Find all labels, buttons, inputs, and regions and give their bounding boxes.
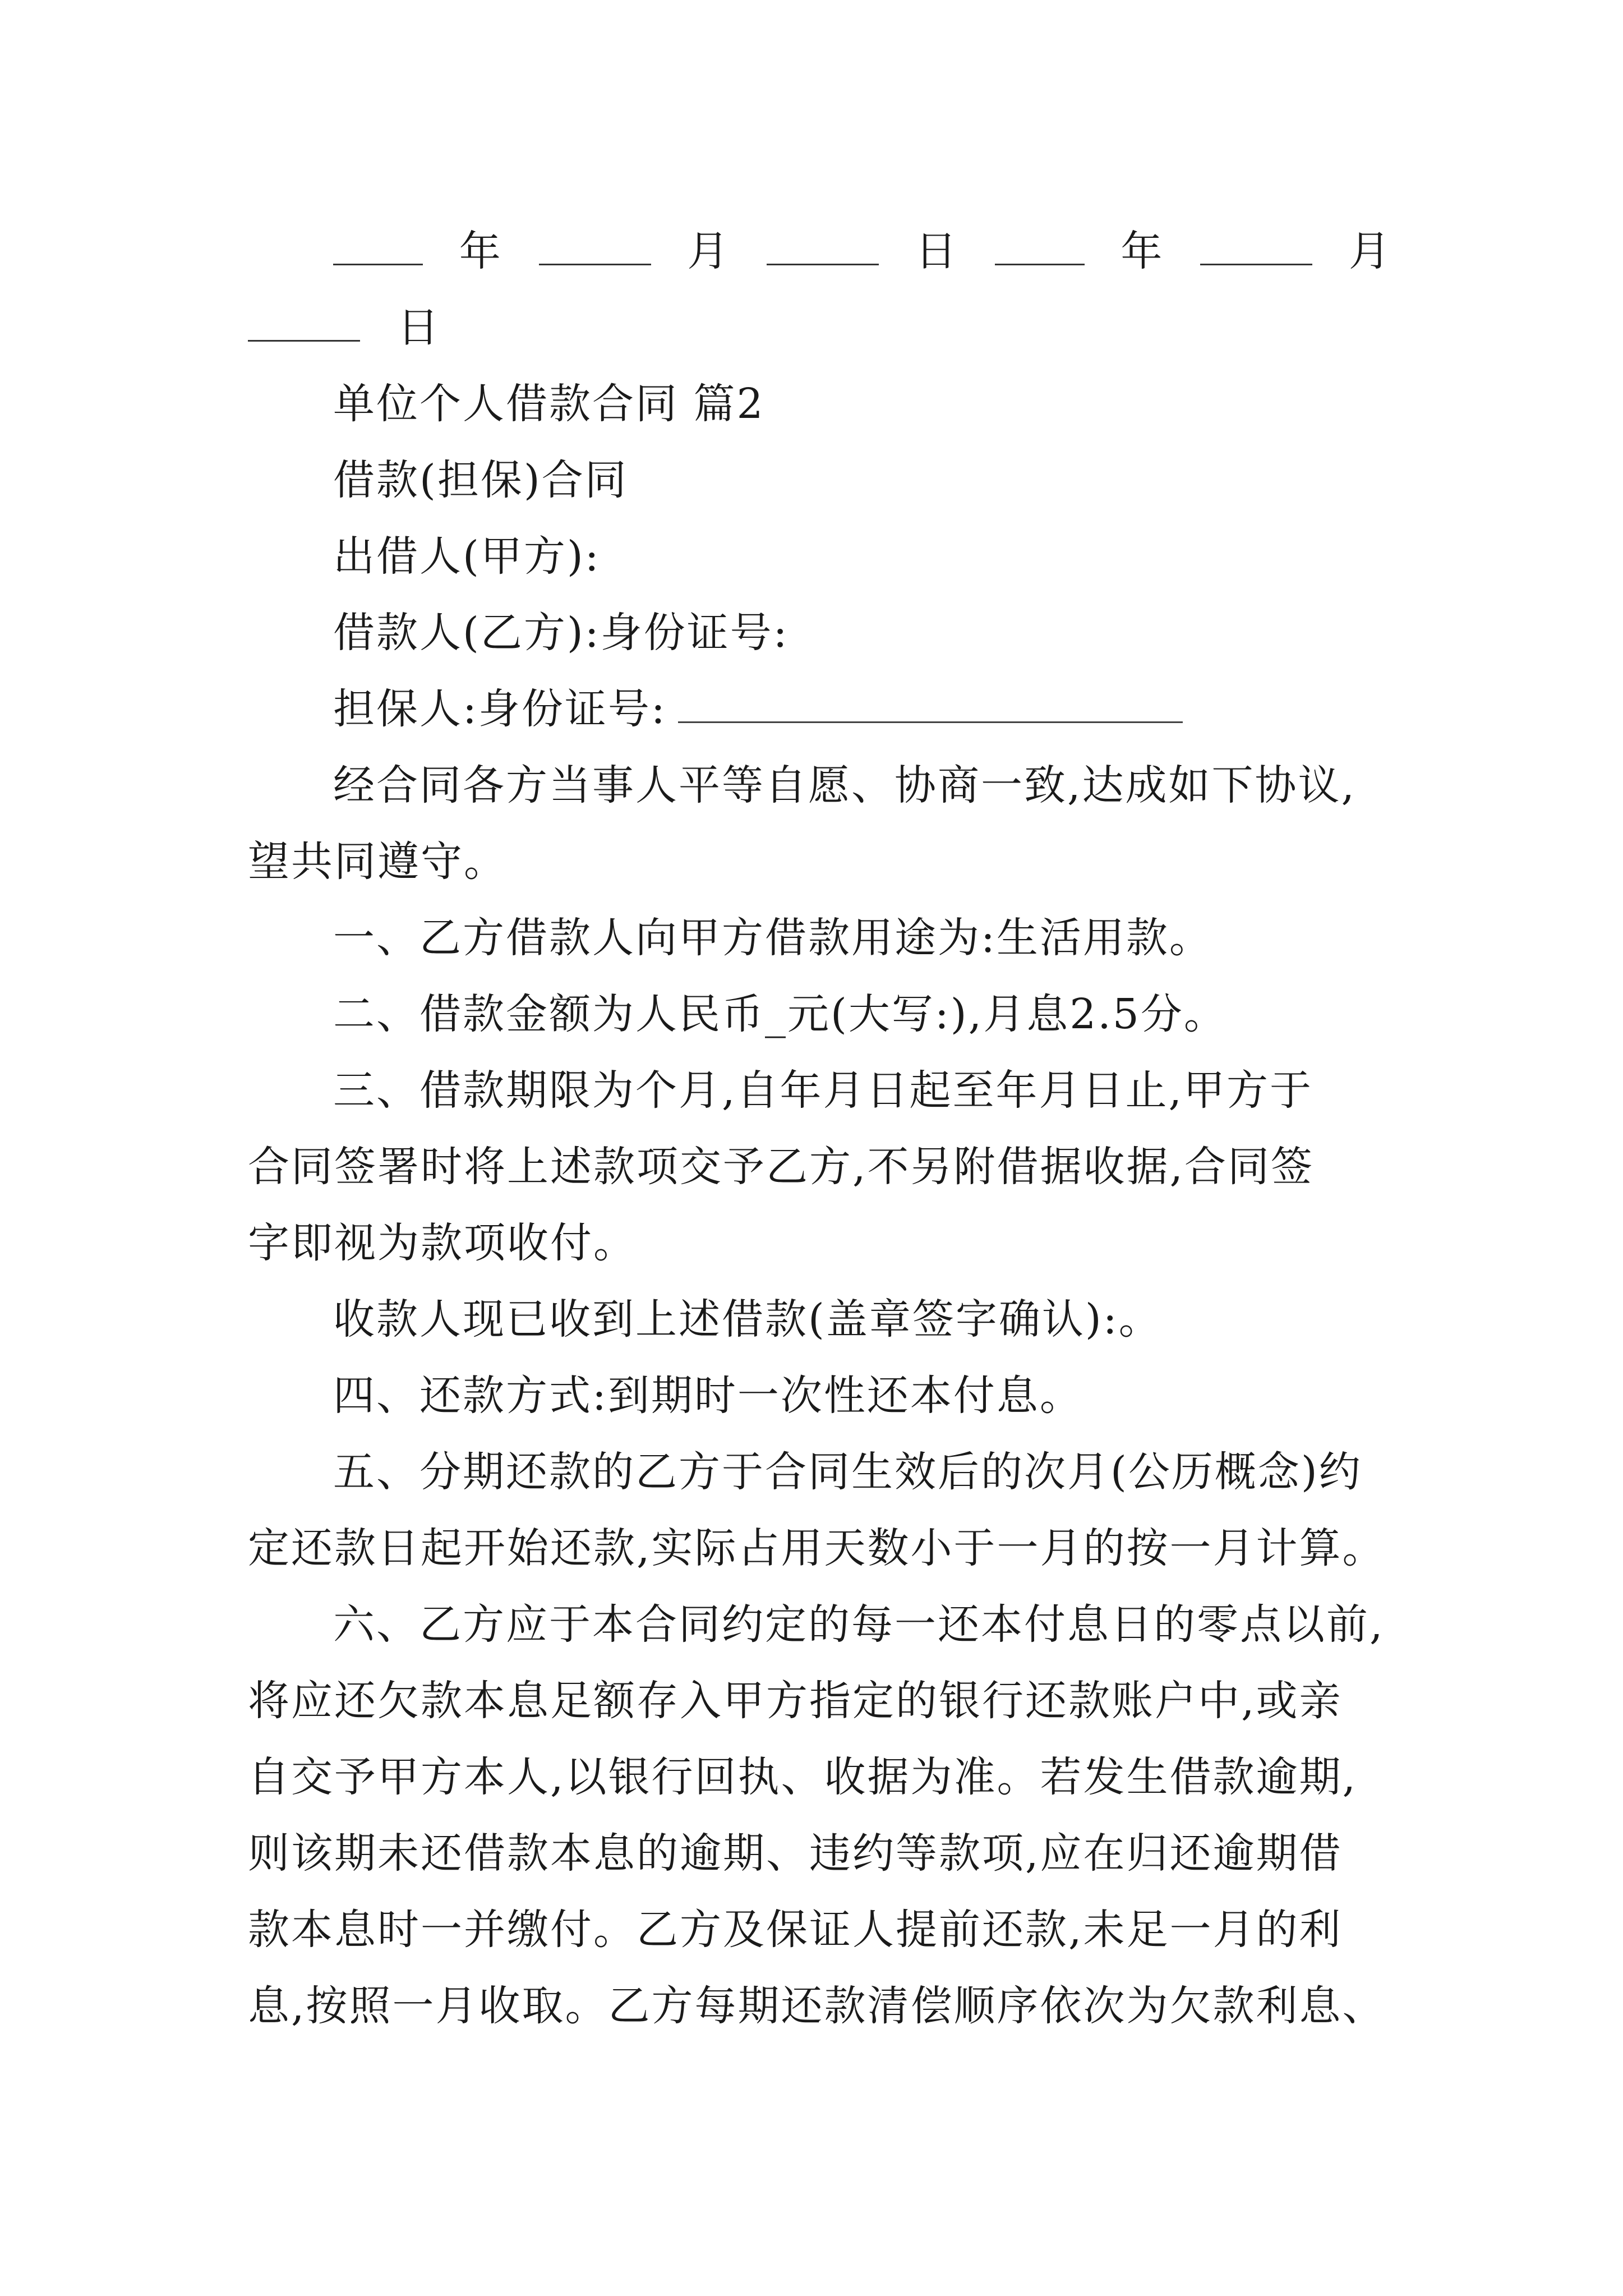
month-label-1: 月: [687, 227, 731, 275]
clause-6-line-2: 将应还欠款本息足额存入甲方指定的银行还款账户中,或亲: [248, 1677, 1343, 1725]
year-blank-1: [333, 227, 423, 265]
contract-title: 借款(担保)合同: [333, 456, 628, 504]
lender-line: 出借人(甲方):: [333, 532, 601, 581]
clause-6-line-6: 息,按照一月收取。乙方每期还款清偿顺序依次为欠款利息、: [248, 1982, 1386, 2030]
intro-line-2: 望共同遵守。: [248, 838, 507, 886]
day-label-2: 日: [397, 303, 441, 352]
clause-5-line-1: 五、分期还款的乙方于合同生效后的次月(公历概念)约: [333, 1448, 1362, 1496]
month-label-2: 月: [1348, 227, 1392, 275]
month-blank-2: [1200, 227, 1312, 265]
year-blank-2: [995, 227, 1085, 265]
guarantor-id-blank: [678, 682, 1183, 723]
clause-1: 一、乙方借款人向甲方借款用途为:生活用款。: [333, 914, 1212, 962]
day-label-1: 日: [915, 227, 958, 275]
clause-6-line-1: 六、乙方应于本合同约定的每一还本付息日的零点以前,: [333, 1600, 1385, 1649]
date-line-continued: [248, 289, 1392, 366]
clause-6-line-4: 则该期未还借款本息的逾期、违约等款项,应在归还逾期借: [248, 1829, 1343, 1878]
year-label-1: 年: [459, 227, 502, 275]
intro-line-1: 经合同各方当事人平等自愿、协商一致,达成如下协议,: [333, 761, 1357, 809]
day-blank-1: [767, 227, 879, 265]
receipt-line: 收款人现已收到上述借款(盖章签字确认):。: [333, 1295, 1162, 1343]
clause-3-line-2: 合同签署时将上述款项交予乙方,不另附借据收据,合同签: [248, 1143, 1315, 1191]
clause-2: 二、借款金额为人民币_元(大写:),月息2.5分。: [333, 990, 1227, 1038]
month-blank-1: [539, 227, 651, 265]
borrower-line: 借款人(乙方):身份证号:: [333, 609, 789, 657]
document-body: [248, 213, 1392, 2044]
section-heading: 单位个人借款合同 篇2: [333, 380, 765, 428]
clause-4: 四、还款方式:到期时一次性还本付息。: [333, 1372, 1083, 1420]
clause-5-line-2: 定还款日起开始还款,实际占用天数小于一月的按一月计算。: [248, 1524, 1386, 1572]
year-label-2: 年: [1121, 227, 1164, 275]
clause-3-line-3: 字即视为款项收付。: [248, 1219, 637, 1267]
clause-3-line-1: 三、借款期限为个月,自年月日起至年月日止,甲方于: [333, 1066, 1313, 1115]
day-blank-2: [248, 303, 360, 342]
guarantor-label: 担保人:身份证号:: [333, 685, 667, 733]
clause-6-line-5: 款本息时一并缴付。乙方及保证人提前还款,未足一月的利: [248, 1906, 1343, 1954]
guarantor-line: [248, 671, 1392, 747]
clause-6-line-3: 自交予甲方本人,以银行回执、收据为准。若发生借款逾期,: [248, 1753, 1358, 1801]
date-line: [248, 213, 1392, 289]
